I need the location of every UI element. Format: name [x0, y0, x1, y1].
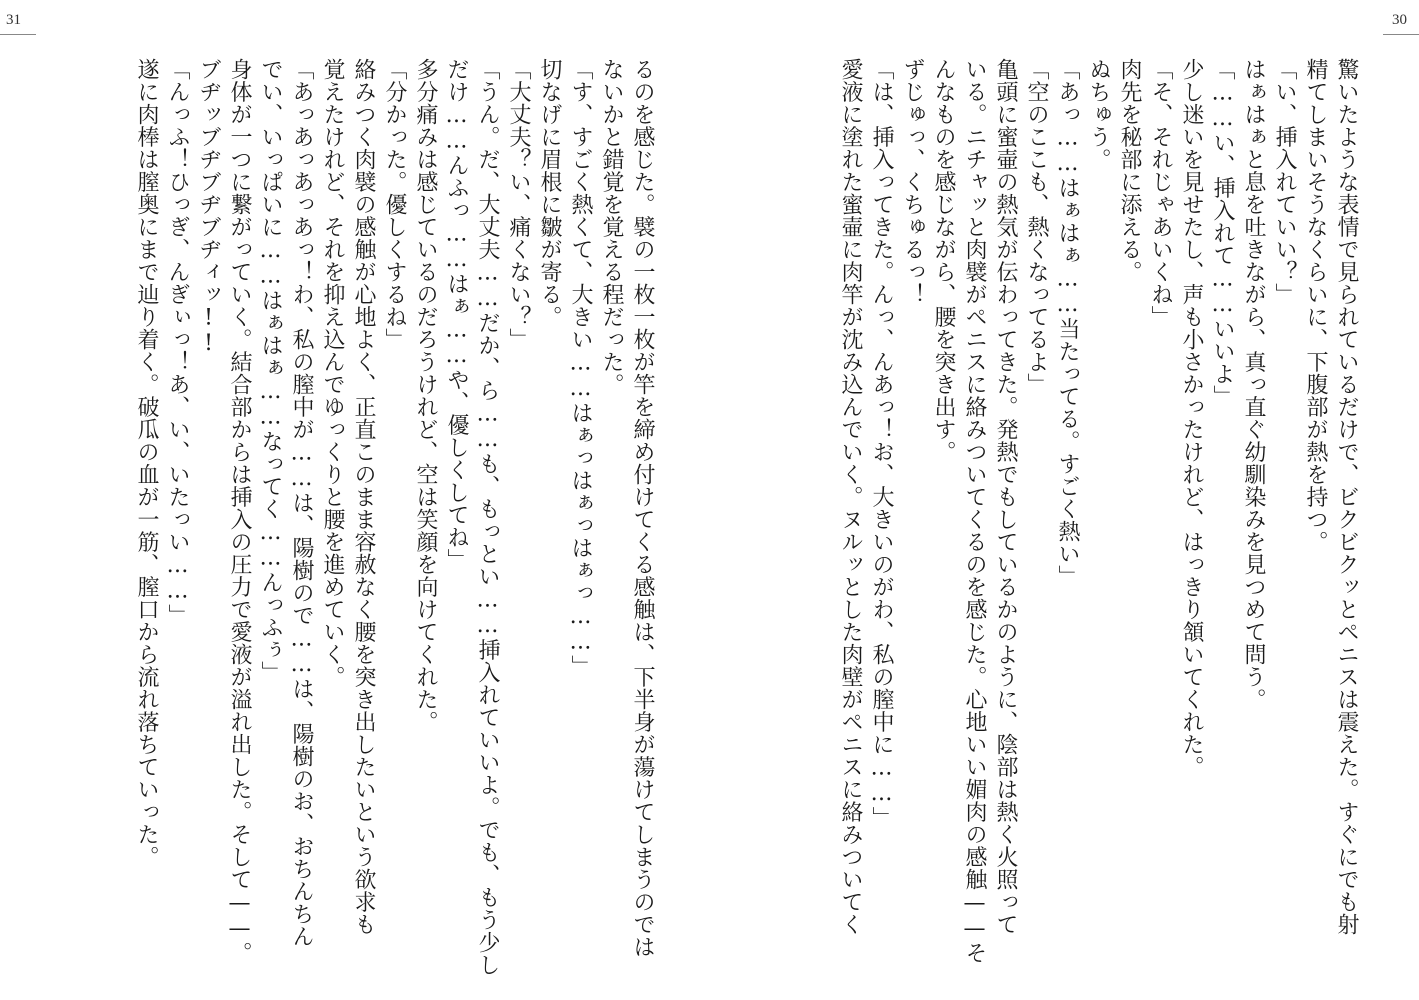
- text-line: 「は、挿入ってきた。んっ、んあっ！お、大きいのがわ、私の膣中に……」: [869, 58, 894, 829]
- text-line: でい、いっぱいに……はぁはぁ……なってく……んっふぅ」: [258, 58, 283, 684]
- text-line: 遂に肉棒は膣奥にまで辿り着く。破瓜の血が一筋、膣口から流れ落ちていった。: [134, 58, 159, 868]
- text-line: ブヂッブヂブヂブヂィッ!!: [196, 58, 221, 357]
- text-line: いる。ニチャッと肉襞がペニスに絡みついてくるのを感じた。心地いい媚肉の感触——そ: [962, 58, 987, 964]
- text-line: 「あっあっあっあっ！わ、私の膣中が……は、陽樹ので……は、陽樹のお、おちんちん: [289, 58, 314, 948]
- text-line: るのを感じた。襞の一枚一枚が竿を締め付けてくる感触は、下半身が蕩けてしまうのでは: [630, 58, 655, 958]
- text-line: んなものを感じながら、腰を突き出す。: [931, 58, 956, 463]
- page-30-text: [762, 58, 1362, 968]
- text-line: 「うん。だ、大丈夫……だか、ら……も、もっとい……挿入れていいよ。でも、もう少し: [475, 58, 500, 976]
- header-rule-right: [1383, 34, 1419, 35]
- text-line: 少し迷いを見せたし、声も小さかったけれど、はっきり頷いてくれた。: [1179, 58, 1204, 778]
- page-31-text: [58, 58, 658, 976]
- text-line: 「んっふ！ひっぎ、んぎぃっ！あ、い、いたっい……」: [165, 58, 190, 627]
- text-line: ぬちゅう。: [1086, 58, 1111, 171]
- text-line: ずじゅっ、くちゅるっ！: [900, 58, 925, 306]
- text-line: 「空のここも、熱くなってるよ」: [1024, 58, 1049, 396]
- text-line: 愛液に塗れた蜜壷に肉竿が沈み込んでいく。ヌルッとした肉壁がペニスに絡みついてく: [838, 58, 863, 936]
- text-line: 「す、すごく熱くて、大きい……はぁっはぁっはぁっ……」: [568, 58, 593, 678]
- text-line: 肉先を秘部に添える。: [1117, 58, 1142, 283]
- text-line: 亀頭に蜜壷の熱気が伝わってきた。発熱でもしているかのように、陰部は熱く火照って: [993, 58, 1018, 936]
- text-line: 「そ、それじゃあいくね」: [1148, 58, 1173, 328]
- text-line: ないかと錯覚を覚える程だった。: [599, 58, 624, 396]
- text-line: 「大丈夫？い、痛くない？」: [506, 58, 531, 351]
- text-line: 多分痛みは感じているのだろうけれど、空は笑顔を向けてくれた。: [413, 58, 438, 733]
- text-line: 「分かった。優しくするね」: [382, 58, 407, 351]
- page-number-right: 30: [1392, 12, 1407, 28]
- header-rule-left: [0, 34, 36, 35]
- text-line: 絡みつく肉襞の感触が心地よく、正直このまま容赦なく腰を突き出したいという欲求も: [351, 58, 376, 936]
- text-line: 精てしまいそうなくらいに、下腹部が熱を持つ。: [1303, 58, 1328, 553]
- text-line: 「い、挿入れていい？」: [1272, 58, 1297, 306]
- text-line: 覚えたけれど、それを抑え込んでゆっくりと腰を進めていく。: [320, 58, 345, 688]
- text-line: だけ……んふっ……はぁ……や、優しくしてね」: [444, 58, 469, 571]
- text-line: 「あっ……はぁはぁ……当たってる。すごく熱い」: [1055, 58, 1080, 588]
- page-number-left: 31: [6, 12, 21, 28]
- text-line: 驚いたような表情で見られているだけで、ビクビクッとペニスは震えた。すぐにでも射: [1334, 58, 1359, 936]
- text-line: はぁはぁと息を吐きながら、真っ直ぐ幼馴染みを見つめて問う。: [1241, 58, 1266, 711]
- text-line: 身体が一つに繋がっていく。結合部からは挿入の圧力で愛液が溢れ出した。そして——。: [227, 58, 252, 964]
- text-line: 「……い、挿入れて……いいよ」: [1210, 58, 1235, 408]
- text-line: 切なげに眉根に皺が寄る。: [537, 58, 562, 328]
